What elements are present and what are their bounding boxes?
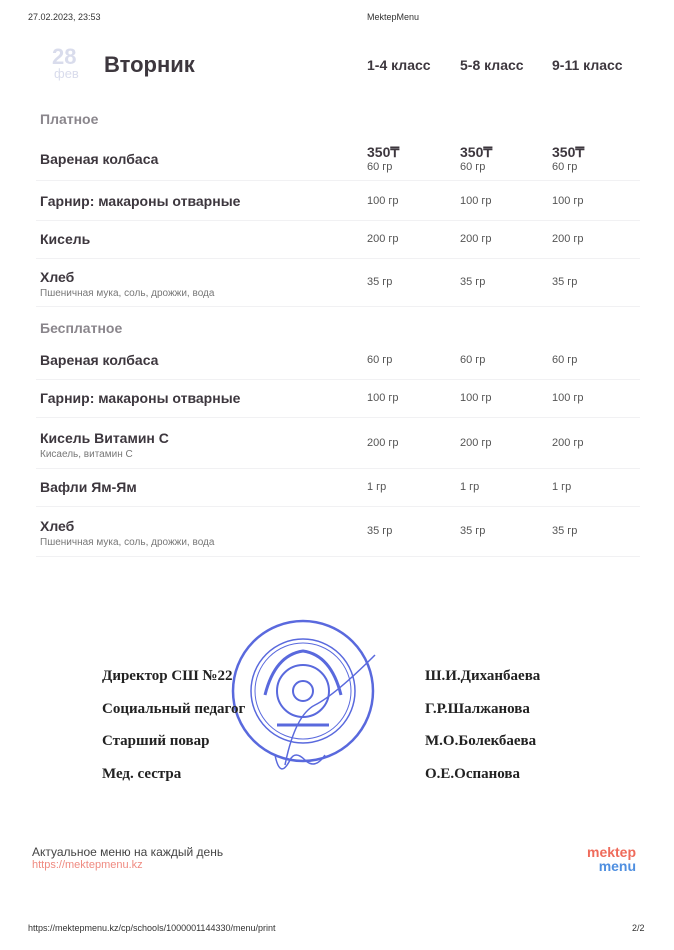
- footer-tagline: Актуальное меню на каждый день: [32, 845, 224, 859]
- section-title: Бесплатное: [40, 320, 123, 336]
- menu-row: [36, 222, 640, 259]
- portion-weight: 1 гр: [460, 481, 480, 493]
- signature-name: Г.Р.Шалжанова: [425, 700, 530, 717]
- portion-weight: 35 гр: [367, 525, 393, 537]
- print-url: https://mektepmenu.kz/cp/schools/1000001144330/menu/print: [28, 923, 276, 933]
- portion-weight: 200 гр: [552, 233, 584, 245]
- dish-description: Пшеничная мука, соль, дрожжи, вода: [40, 537, 215, 548]
- portion-weight: 200 гр: [460, 437, 492, 449]
- portion-weight: 35 гр: [552, 525, 578, 537]
- logo-bottom: menu: [598, 858, 637, 874]
- print-site-title: MektepMenu: [367, 12, 420, 22]
- dish-name: Вареная колбаса: [40, 151, 159, 167]
- signature-role: Мед. сестра: [102, 765, 182, 782]
- portion-weight: 60 гр: [460, 354, 486, 366]
- dish-name: Хлеб: [40, 269, 75, 285]
- column-header: 9-11 класс: [552, 57, 623, 73]
- footer-link[interactable]: https://mektepmenu.kz: [32, 859, 143, 871]
- menu-row: [36, 420, 640, 469]
- signature-name: Ш.И.Диханбаева: [425, 668, 541, 684]
- dish-name: Гарнир: макароны отварные: [40, 193, 241, 209]
- menu-row: [36, 470, 640, 507]
- portion-weight: 1 гр: [552, 481, 572, 493]
- signature-role: Старший повар: [102, 733, 210, 749]
- portion-weight: 60 гр: [367, 354, 393, 366]
- menu-row: [36, 508, 640, 557]
- mektepmenu-logo: [587, 845, 636, 873]
- menu-row: [36, 140, 640, 181]
- portion-weight: 60 гр: [460, 161, 486, 173]
- official-stamp-icon: [225, 615, 395, 790]
- portion-weight: 200 гр: [460, 233, 492, 245]
- price: 350₸: [552, 144, 585, 160]
- signature-role: Социальный педагог: [102, 700, 246, 717]
- portion-weight: 100 гр: [460, 195, 492, 207]
- price: 350₸: [460, 144, 493, 160]
- portion-weight: 35 гр: [367, 276, 393, 288]
- portion-weight: 200 гр: [552, 437, 584, 449]
- portion-weight: 200 гр: [367, 437, 399, 449]
- menu-row: [36, 343, 640, 380]
- dish-name: Хлеб: [40, 518, 75, 534]
- portion-weight: 35 гр: [460, 525, 486, 537]
- menu-row: [36, 184, 640, 221]
- dish-name: Кисель Витамин С: [40, 430, 169, 446]
- print-datetime: 27.02.2023, 23:53: [28, 12, 101, 22]
- menu-row: [36, 381, 640, 418]
- dish-name: Гарнир: макароны отварные: [40, 390, 241, 406]
- column-header: 1-4 класс: [367, 57, 431, 73]
- page-number: 2/2: [632, 923, 645, 933]
- dish-name: Кисель: [40, 231, 91, 247]
- portion-weight: 60 гр: [367, 161, 393, 173]
- portion-weight: 100 гр: [367, 392, 399, 404]
- signature-role: Директор СШ №22: [102, 668, 233, 684]
- portion-weight: 35 гр: [460, 276, 486, 288]
- portion-weight: 100 гр: [552, 392, 584, 404]
- dish-name: Вареная колбаса: [40, 352, 159, 368]
- signature-name: О.Е.Оспанова: [425, 765, 521, 782]
- signature-name: М.О.Болекбаева: [425, 733, 537, 749]
- portion-weight: 60 гр: [552, 354, 578, 366]
- portion-weight: 35 гр: [552, 276, 578, 288]
- portion-weight: 1 гр: [367, 481, 387, 493]
- weekday-title: Вторник: [104, 52, 195, 77]
- portion-weight: 100 гр: [460, 392, 492, 404]
- section-title: Платное: [40, 111, 99, 127]
- dish-description: Пшеничная мука, соль, дрожжи, вода: [40, 288, 215, 299]
- portion-weight: 200 гр: [367, 233, 399, 245]
- dish-name: Вафли Ям-Ям: [40, 479, 137, 495]
- logo-top: mektep: [587, 844, 637, 860]
- column-header: 5-8 класс: [460, 57, 524, 73]
- portion-weight: 100 гр: [552, 195, 584, 207]
- dish-description: Кисаель, витамин С: [40, 449, 133, 460]
- portion-weight: 60 гр: [552, 161, 578, 173]
- portion-weight: 100 гр: [367, 195, 399, 207]
- day-number: 28: [52, 44, 77, 69]
- menu-row: [36, 260, 640, 307]
- day-month: фев: [54, 66, 79, 81]
- price: 350₸: [367, 144, 400, 160]
